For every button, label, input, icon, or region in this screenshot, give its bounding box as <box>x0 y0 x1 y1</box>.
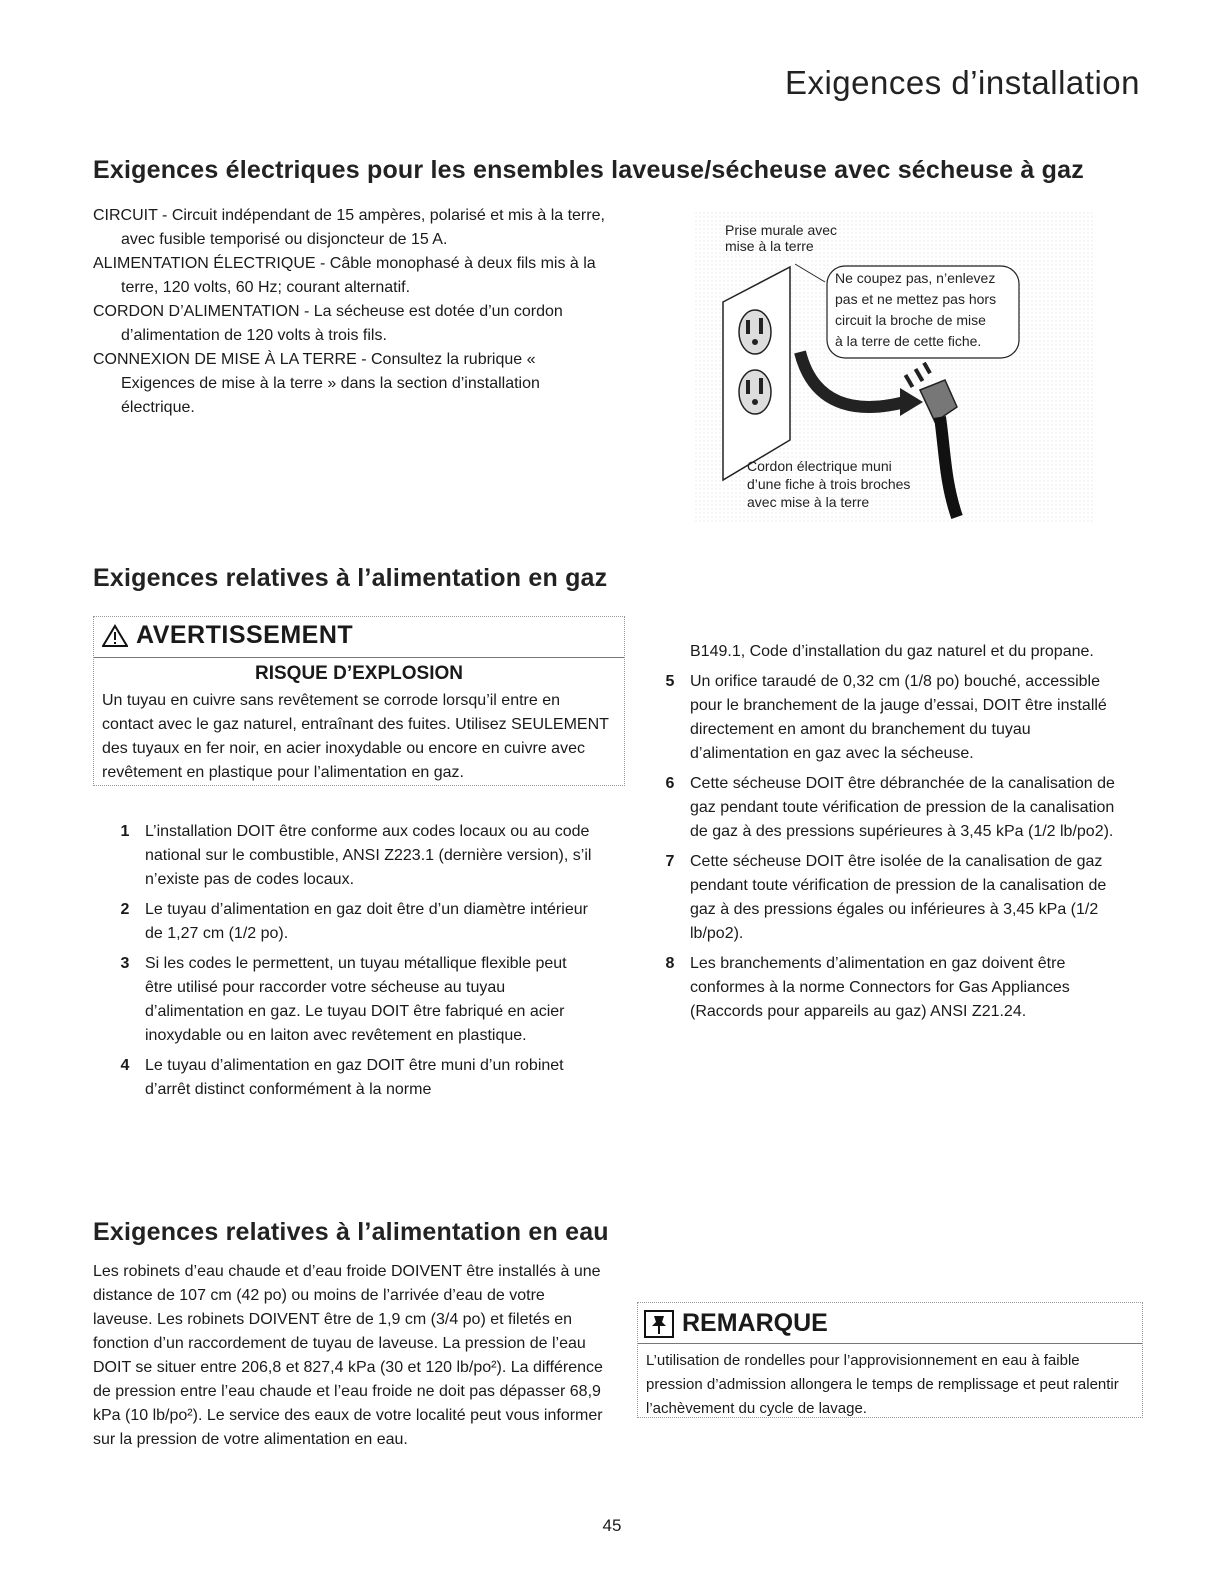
callout-line-1: Ne coupez pas, n’enlevez <box>835 270 996 286</box>
warning-body: Un tuyau en cuivre sans revêtement se corrode lorsqu’il entre en contact avec le gaz naturel, entraînant des fuites. Utilisez SEULEMENT des tuyaux en fer noir, en acier inoxydable ou encore en cuivre avec revêtement en plastique pour l’alimentation en gaz. <box>102 692 609 781</box>
list-item <box>662 670 1128 766</box>
cord-label-line-2: d’une fiche à trois broches <box>747 476 911 492</box>
list-item <box>117 1054 597 1102</box>
note-box <box>637 1302 1143 1418</box>
outlet-label-line-2: mise à la terre <box>725 238 814 254</box>
electrical-item-ground: CONNEXION DE MISE À LA TERRE - Consultez la rubrique « Exigences de mise à la terre » dans la section d’installation électrique. <box>93 351 540 416</box>
warning-triangle-icon <box>102 624 128 648</box>
callout-line-2: pas et ne mettez pas hors <box>835 291 997 307</box>
note-body: L’utilisation de rondelles pour l’approvisionnement en eau à faible pression d’admission allongera le temps de remplissage et peut ralentir l’achèvement du cycle de lavage. <box>646 1352 1119 1417</box>
water-requirements-text: Les robinets d’eau chaude et d’eau froide DOIVENT être installés à une distance de 107 cm (42 po) ou moins de l’arrivée d’eau de votre laveuse. Les robinets DOIVENT être de 1,9 cm (3/4 po) et filetés en fonction d’un raccordement de tuyau de laveuse. La pression de l’eau DOIT se situer entre 206,8 et 827,4 kPa (30 et 120 lb/po²). La différence de pression entre l’eau chaude et l’eau froide ne doit pas dépasser 68,9 kPa (10 lb/po²). Le service des eaux de votre localité peut vous informer sur la pression de votre alimentation en eau. <box>93 1263 603 1448</box>
grounded-outlet-figure <box>695 212 1095 524</box>
item-number: 2 <box>120 901 130 918</box>
item-number: 4 <box>120 1057 130 1074</box>
gas-requirements-list-right <box>662 670 1128 1024</box>
pushpin-note-icon <box>644 1310 674 1338</box>
gas-heading: Exigences relatives à l’alimentation en gaz <box>93 564 608 592</box>
electrical-heading: Exigences électriques pour les ensembles laveuse/sécheuse avec sécheuse à gaz <box>93 156 1084 184</box>
note-divider <box>638 1343 1142 1344</box>
page-title: Exigences d’installation <box>784 64 1140 101</box>
item-number: 7 <box>665 853 675 870</box>
explosion-warning-box <box>93 616 625 786</box>
item-text: Le tuyau d’alimentation en gaz DOIT être muni d’un robinet d’arrêt distinct conformément à la norme <box>145 1057 564 1098</box>
item-number: 1 <box>120 823 130 840</box>
item-text: Un orifice taraudé de 0,32 cm (1/8 po) bouché, accessible pour le branchement de la jauge d’essai, DOIT être installé directement en amont du branchement du tuyau d’alimentation en gaz avec la sécheuse. <box>690 673 1107 762</box>
warning-title: AVERTISSEMENT <box>136 621 354 649</box>
warning-divider <box>94 657 624 658</box>
item-number: 8 <box>665 955 675 972</box>
list-item <box>662 772 1128 844</box>
item-text: Cette sécheuse DOIT être débranchée de la canalisation de gaz pendant toute vérification de pression de la canalisation de gaz à des pressions supérieures à 3,45 kPa (1/2 lb/po2). <box>690 775 1115 840</box>
item-number: 3 <box>120 955 130 972</box>
item-text: Les branchements d’alimentation en gaz doivent être conformes à la norme Connectors for Gas Appliances (Raccords pour appareils au gaz) ANSI Z21.24. <box>690 955 1070 1020</box>
item-text: L’installation DOIT être conforme aux codes locaux ou au code national sur le combustible, ANSI Z223.1 (dernière version), s’il n’existe pas de codes locaux. <box>145 823 592 888</box>
page-number: 45 <box>602 1516 622 1535</box>
list-item <box>662 850 1128 946</box>
cord-label-line-3: avec mise à la terre <box>747 494 870 510</box>
callout-line-3: circuit la broche de mise <box>835 312 986 328</box>
electrical-requirements-list <box>93 204 605 420</box>
gas-requirements-list-left <box>117 820 597 1108</box>
list-item <box>117 820 597 892</box>
note-header <box>644 1309 828 1338</box>
electrical-item-power: ALIMENTATION ÉLECTRIQUE - Câble monophasé à deux fils mis à la terre, 120 volts, 60 Hz; courant alternatif. <box>93 255 596 296</box>
warning-header <box>102 621 353 650</box>
list-item <box>662 952 1128 1024</box>
callout-line-4: à la terre de cette fiche. <box>835 333 982 349</box>
item-text: Cette sécheuse DOIT être isolée de la canalisation de gaz pendant toute vérification de pression de la canalisation de gaz à des pressions égales ou inférieures à 3,45 kPa (1/2 lb/po2). <box>690 853 1107 942</box>
outlet-label-line-1: Prise murale avec <box>725 222 838 238</box>
water-heading: Exigences relatives à l’alimentation en eau <box>93 1218 609 1246</box>
list-item <box>117 952 597 1048</box>
electrical-item-cord: CORDON D’ALIMENTATION - La sécheuse est dotée d’un cordon d’alimentation de 120 volts à trois fils. <box>93 303 563 344</box>
gas-requirements-right-column <box>662 640 1128 1030</box>
item-4-continuation: B149.1, Code d’installation du gaz naturel et du propane. <box>690 643 1094 660</box>
warning-subtitle: RISQUE D’EXPLOSION <box>255 663 463 684</box>
electrical-item-circuit: CIRCUIT - Circuit indépendant de 15 ampères, polarisé et mis à la terre, avec fusible temporisé ou disjoncteur de 15 A. <box>93 207 605 248</box>
item-number: 6 <box>665 775 675 792</box>
cord-label-line-1: Cordon électrique muni <box>747 458 892 474</box>
note-title: REMARQUE <box>682 1309 828 1337</box>
item-text: Si les codes le permettent, un tuyau métallique flexible peut être utilisé pour raccorder votre sécheuse au tuyau d’alimentation en gaz. Le tuyau DOIT être fabriqué en acier inoxydable ou en laiton avec revêtement en plastique. <box>145 955 567 1044</box>
item-number: 5 <box>665 673 675 690</box>
item-text: Le tuyau d’alimentation en gaz doit être d’un diamètre intérieur de 1,27 cm (1/2 po). <box>145 901 588 942</box>
list-item <box>117 898 597 946</box>
